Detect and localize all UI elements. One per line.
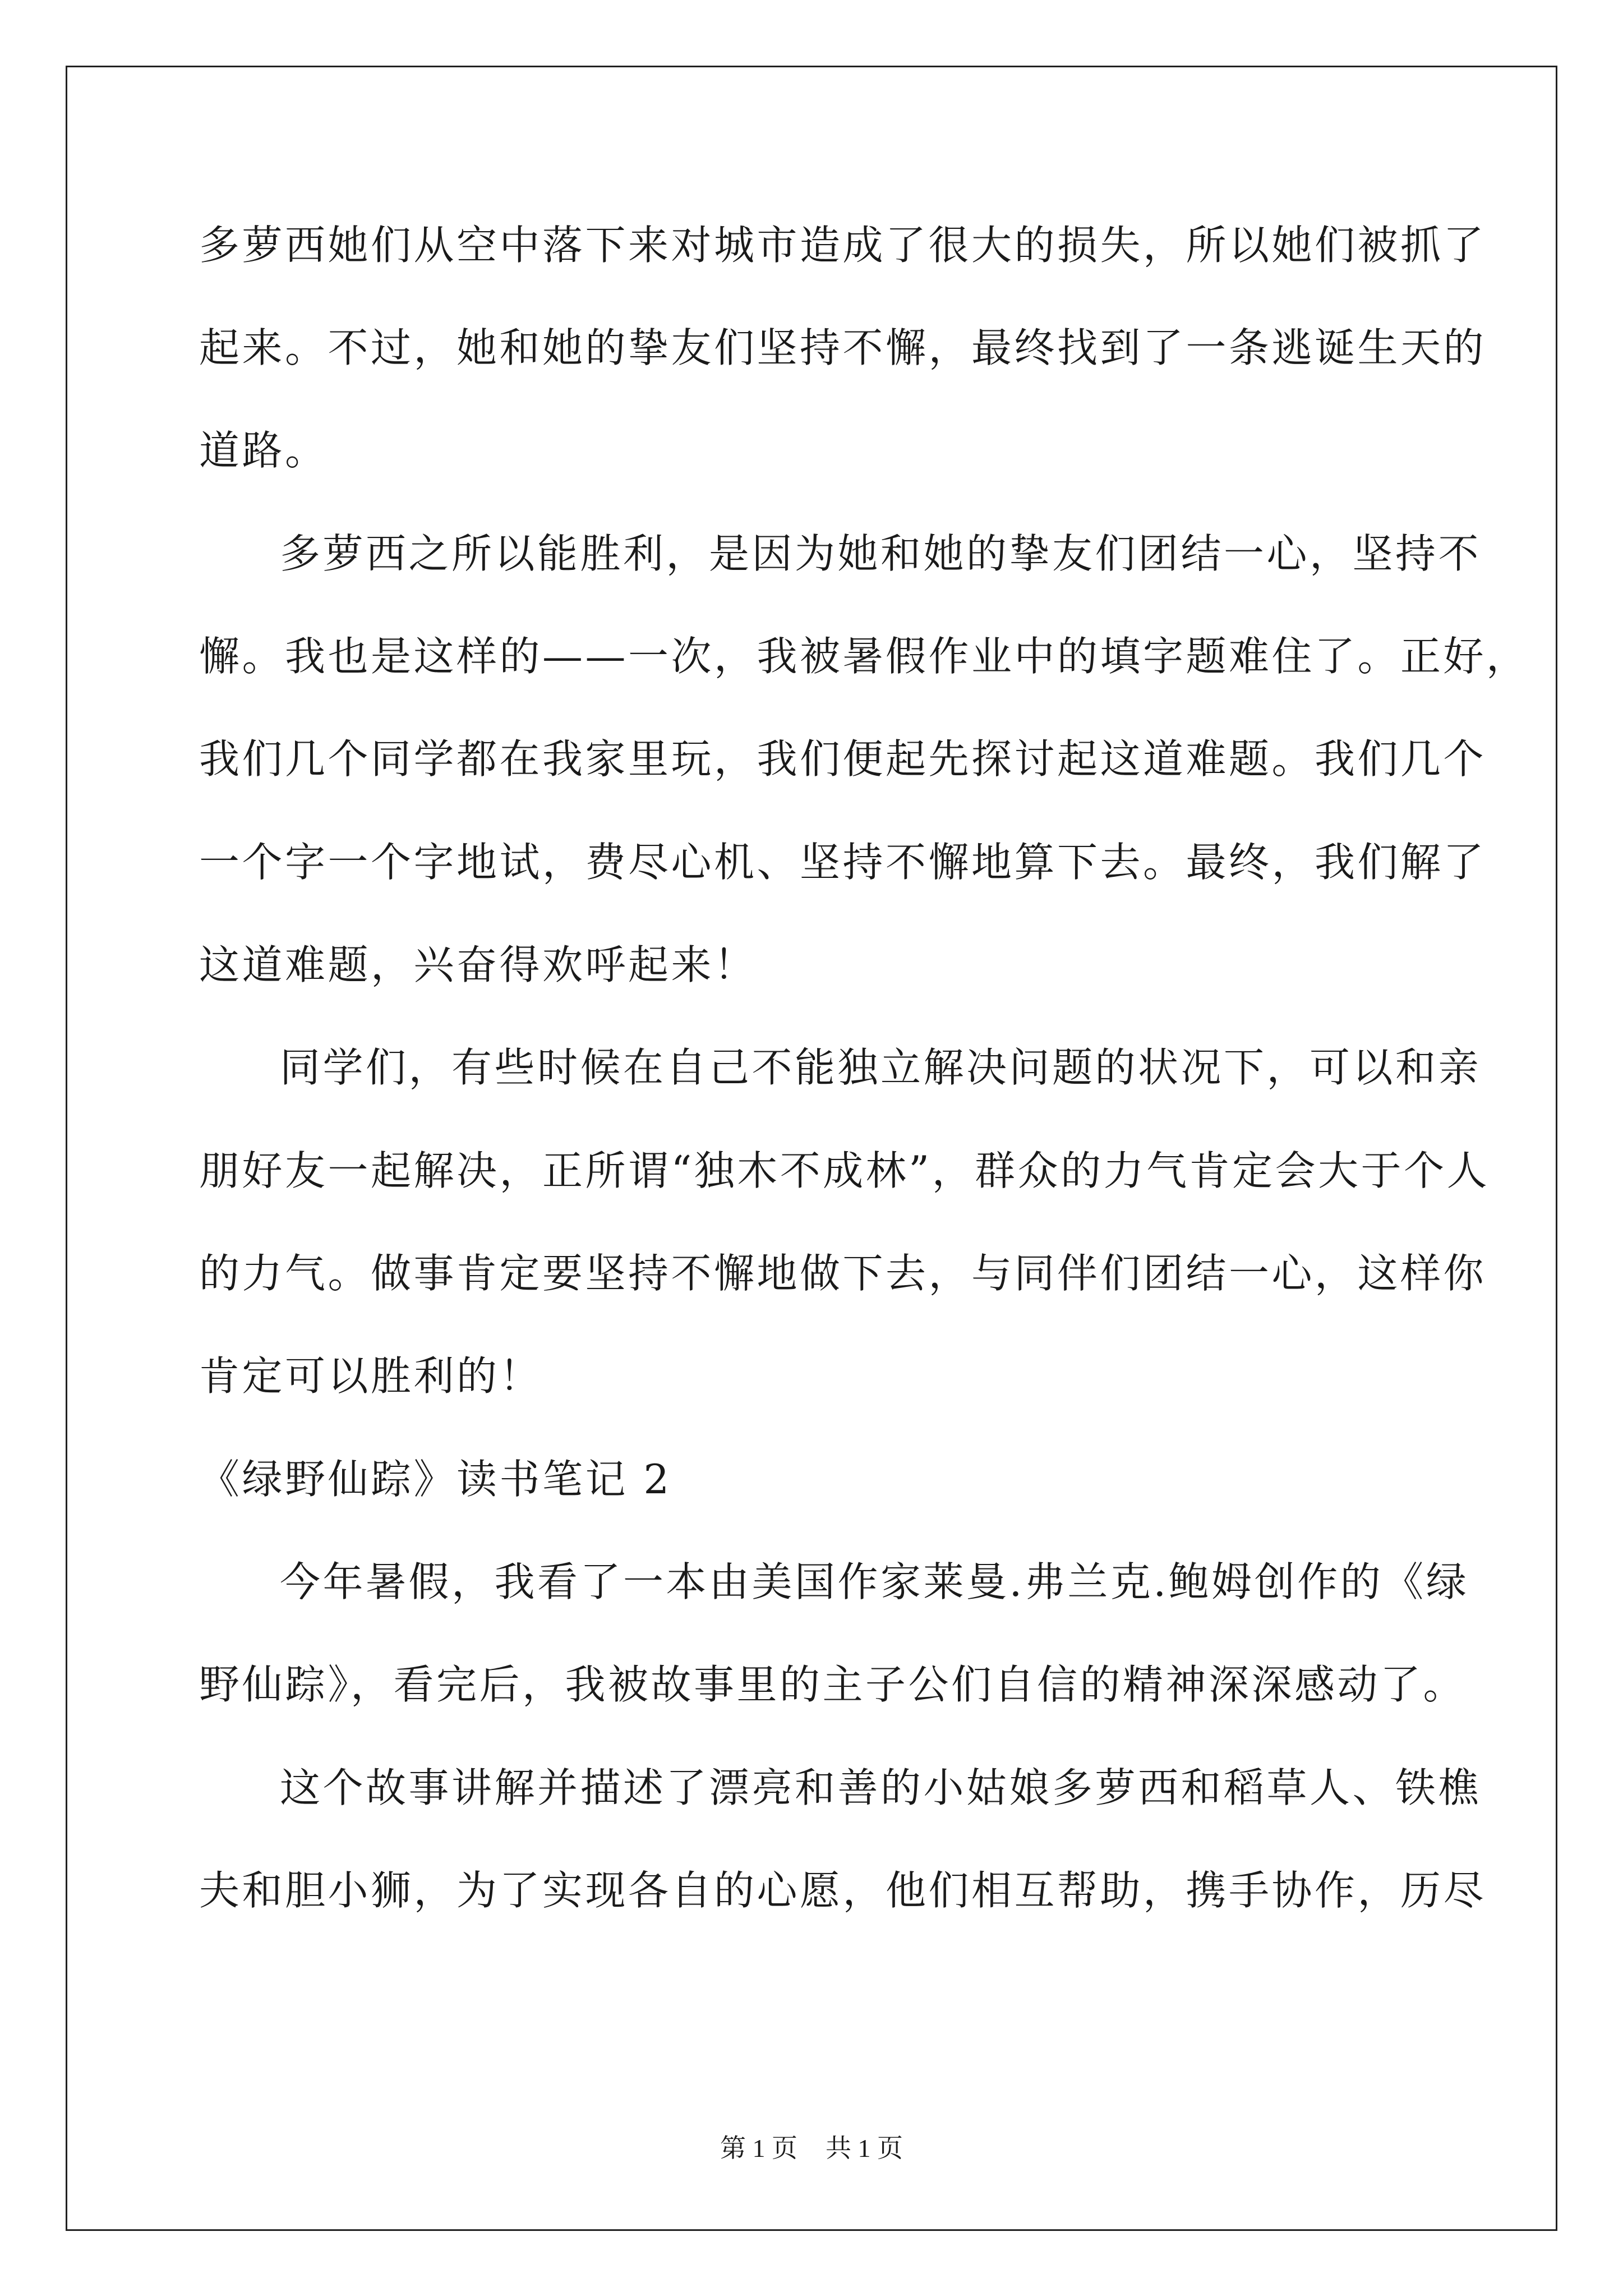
text-line: 夫和胆小狮，为了实现各自的心愿，他们相互帮助，携手协作，历尽 bbox=[199, 1867, 1487, 1914]
page-number: 第 1 页 bbox=[720, 2134, 797, 2162]
text-line: 多萝西她们从空中落下来对城市造成了很大的损失，所以她们被抓了 bbox=[199, 222, 1487, 269]
text-line: 这道难题，兴奋得欢呼起来！ bbox=[199, 941, 757, 988]
text-line: 同学们，有些时候在自己不能独立解决问题的状况下，可以和亲 bbox=[280, 1044, 1482, 1091]
text-line: 这个故事讲解并描述了漂亮和善的小姑娘多萝西和稻草人、铁樵 bbox=[280, 1764, 1482, 1811]
text-line: 一个字一个字地试，费尽心机、坚持不懈地算下去。最终，我们解了 bbox=[199, 839, 1487, 886]
text-line: 多萝西之所以能胜利，是因为她和她的挚友们团结一心，坚持不 bbox=[280, 530, 1482, 577]
section-heading: 《绿野仙踪》读书笔记 2 bbox=[199, 1456, 672, 1503]
text-line: 我们几个同学都在我家里玩，我们便起先探讨起这道难题。我们几个 bbox=[199, 735, 1487, 783]
text-line: 的力气。做事肯定要坚持不懈地做下去，与同伴们团结一心，这样你 bbox=[199, 1250, 1487, 1297]
text-line: 肯定可以胜利的！ bbox=[199, 1352, 543, 1400]
text-line: 朋好友一起解决，正所谓“独木不成林”，群众的力气肯定会大于个人 bbox=[199, 1147, 1490, 1194]
text-line: 起来。不过，她和她的挚友们坚持不懈，最终找到了一条逃诞生天的 bbox=[199, 324, 1487, 371]
text-line: 道路。 bbox=[199, 427, 328, 474]
text-line: 野仙踪》，看完后，我被故事里的主子公们自信的精神深深感动了。 bbox=[199, 1661, 1467, 1708]
text-line: 懈。我也是这样的——一次，我被暑假作业中的填字题难住了。正好， bbox=[199, 633, 1529, 680]
text-line: 今年暑假，我看了一本由美国作家莱曼.弗兰克.鲍姆创作的《绿 bbox=[280, 1558, 1469, 1605]
page-footer bbox=[0, 2132, 1623, 2165]
page-total: 共 1 页 bbox=[826, 2134, 903, 2162]
